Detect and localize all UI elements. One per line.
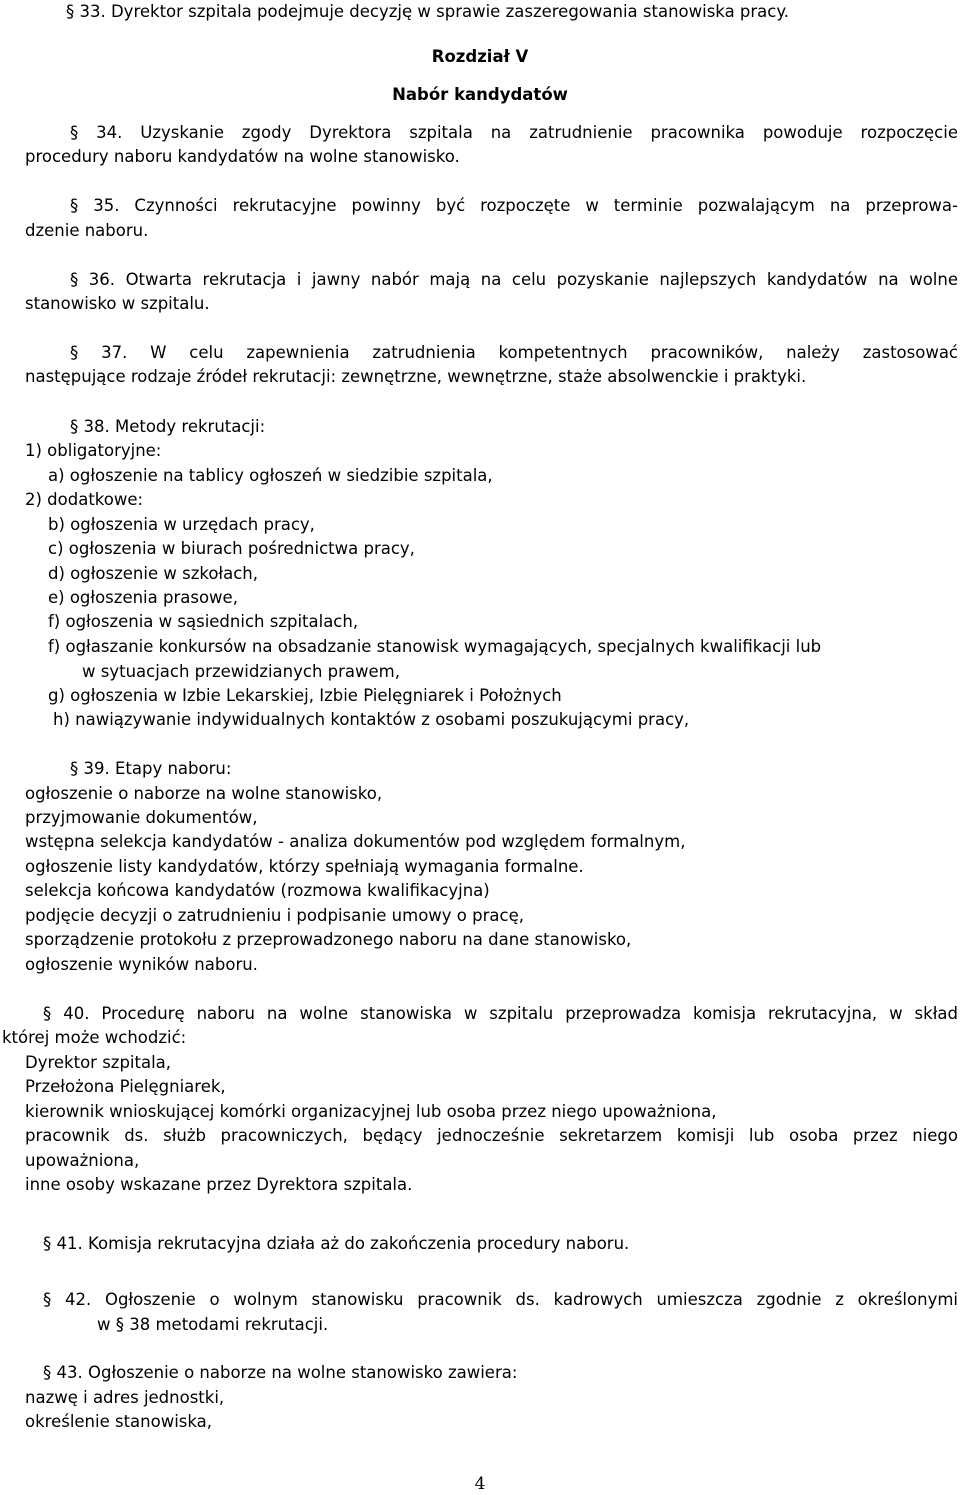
paragraph-42-line-2: w § 38 metodami rekrutacji. [97,1315,329,1334]
list-item: c) ogłoszenia w biurach pośrednictwa pracy, [48,539,415,558]
paragraph-37-line-2: następujące rodzaje źródeł rekrutacji: zewnętrzne, wewnętrzne, staże absolwenckie i praktyki. [25,367,807,386]
list-item: wstępna selekcja kandydatów - analiza dokumentów pod względem formalnym, [25,832,686,851]
page-number: 4 [474,1474,486,1494]
list-item: upoważniona, [25,1151,140,1170]
paragraph-42-line-1: § 42. Ogłoszenie o wolnym stanowisku pracownik ds. kadrowych umieszcza zgodnie z określonymi [43,1290,958,1309]
list-item: Przełożona Pielęgniarek, [25,1077,226,1096]
list-item: a) ogłoszenie na tablicy ogłoszeń w siedzibie szpitala, [48,466,493,485]
list-item: selekcja końcowa kandydatów (rozmowa kwalifikacyjna) [25,881,490,900]
list-item: przyjmowanie dokumentów, [25,808,258,827]
list-item: 1) obligatoryjne: [25,441,162,460]
chapter-subtitle: Nabór kandydatów [392,85,568,104]
list-item: podjęcie decyzji o zatrudnieniu i podpisanie umowy o pracę, [25,906,524,925]
list-item: sporządzenie protokołu z przeprowadzonego naboru na dane stanowisko, [25,930,632,949]
paragraph-39-heading: § 39. Etapy naboru: [70,759,232,778]
list-item: nazwę i adres jednostki, [25,1388,225,1407]
chapter-title: Rozdział V [431,47,529,66]
paragraph-38-heading: § 38. Metody rekrutacji: [70,417,266,436]
list-item: d) ogłoszenie w szkołach, [48,564,258,583]
paragraph-40-line-1: § 40. Procedurę naboru na wolne stanowiska w szpitalu przeprowadza komisja rekrutacyjna, w skład [43,1004,958,1023]
paragraph-35-line-2: dzenie naboru. [25,221,149,240]
list-item: Dyrektor szpitala, [25,1053,172,1072]
paragraph-40-line-2: której może wchodzić: [2,1028,187,1047]
list-item: 2) dodatkowe: [25,490,144,509]
list-item: e) ogłoszenia prasowe, [48,588,238,607]
list-item: w sytuacjach przewidzianych prawem, [82,662,400,681]
paragraph-34-line-2: procedury naboru kandydatów na wolne stanowisko. [25,147,460,166]
list-item: f) ogłoszenia w sąsiednich szpitalach, [48,612,359,631]
paragraph-43-heading: § 43. Ogłoszenie o naborze na wolne stanowisko zawiera: [43,1363,518,1382]
list-item: pracownik ds. służb pracowniczych, będący jednocześnie sekretarzem komisji lub osoba przez niego [25,1126,958,1145]
list-item: kierownik wnioskującej komórki organizacyjnej lub osoba przez niego upoważniona, [25,1102,717,1121]
list-item: f) ogłaszanie konkursów na obsadzanie stanowisk wymagających, specjalnych kwalifikacji lub [48,637,822,656]
paragraph-36-line-2: stanowisko w szpitalu. [25,294,210,313]
list-item: ogłoszenie listy kandydatów, którzy spełniają wymagania formalne. [25,857,584,876]
list-item: określenie stanowiska, [25,1412,213,1431]
paragraph-35-line-1: § 35. Czynności rekrutacyjne powinny być rozpoczęte w terminie pozwalającym na przeprowa- [70,196,958,215]
paragraph-37-line-1: § 37. W celu zapewnienia zatrudnienia kompetentnych pracowników, należy zastosować [70,343,958,362]
list-item: ogłoszenie wyników naboru. [25,955,258,974]
list-item: b) ogłoszenia w urzędach pracy, [48,515,315,534]
paragraph-41: § 41. Komisja rekrutacyjna działa aż do zakończenia procedury naboru. [43,1234,630,1253]
list-item: h) nawiązywanie indywidualnych kontaktów z osobami poszukującymi pracy, [53,710,690,729]
paragraph-34-line-1: § 34. Uzyskanie zgody Dyrektora szpitala na zatrudnienie pracownika powoduje rozpoczęcie [70,123,958,142]
list-item: ogłoszenie o naborze na wolne stanowisko, [25,784,383,803]
list-item: inne osoby wskazane przez Dyrektora szpitala. [25,1175,413,1194]
paragraph-36-line-1: § 36. Otwarta rekrutacja i jawny nabór mają na celu pozyskanie najlepszych kandydatów na wolne [70,270,958,289]
paragraph-33: § 33. Dyrektor szpitala podejmuje decyzję w sprawie zaszeregowania stanowiska pracy. [66,2,790,21]
list-item: g) ogłoszenia w Izbie Lekarskiej, Izbie Pielęgniarek i Położnych [48,686,562,705]
